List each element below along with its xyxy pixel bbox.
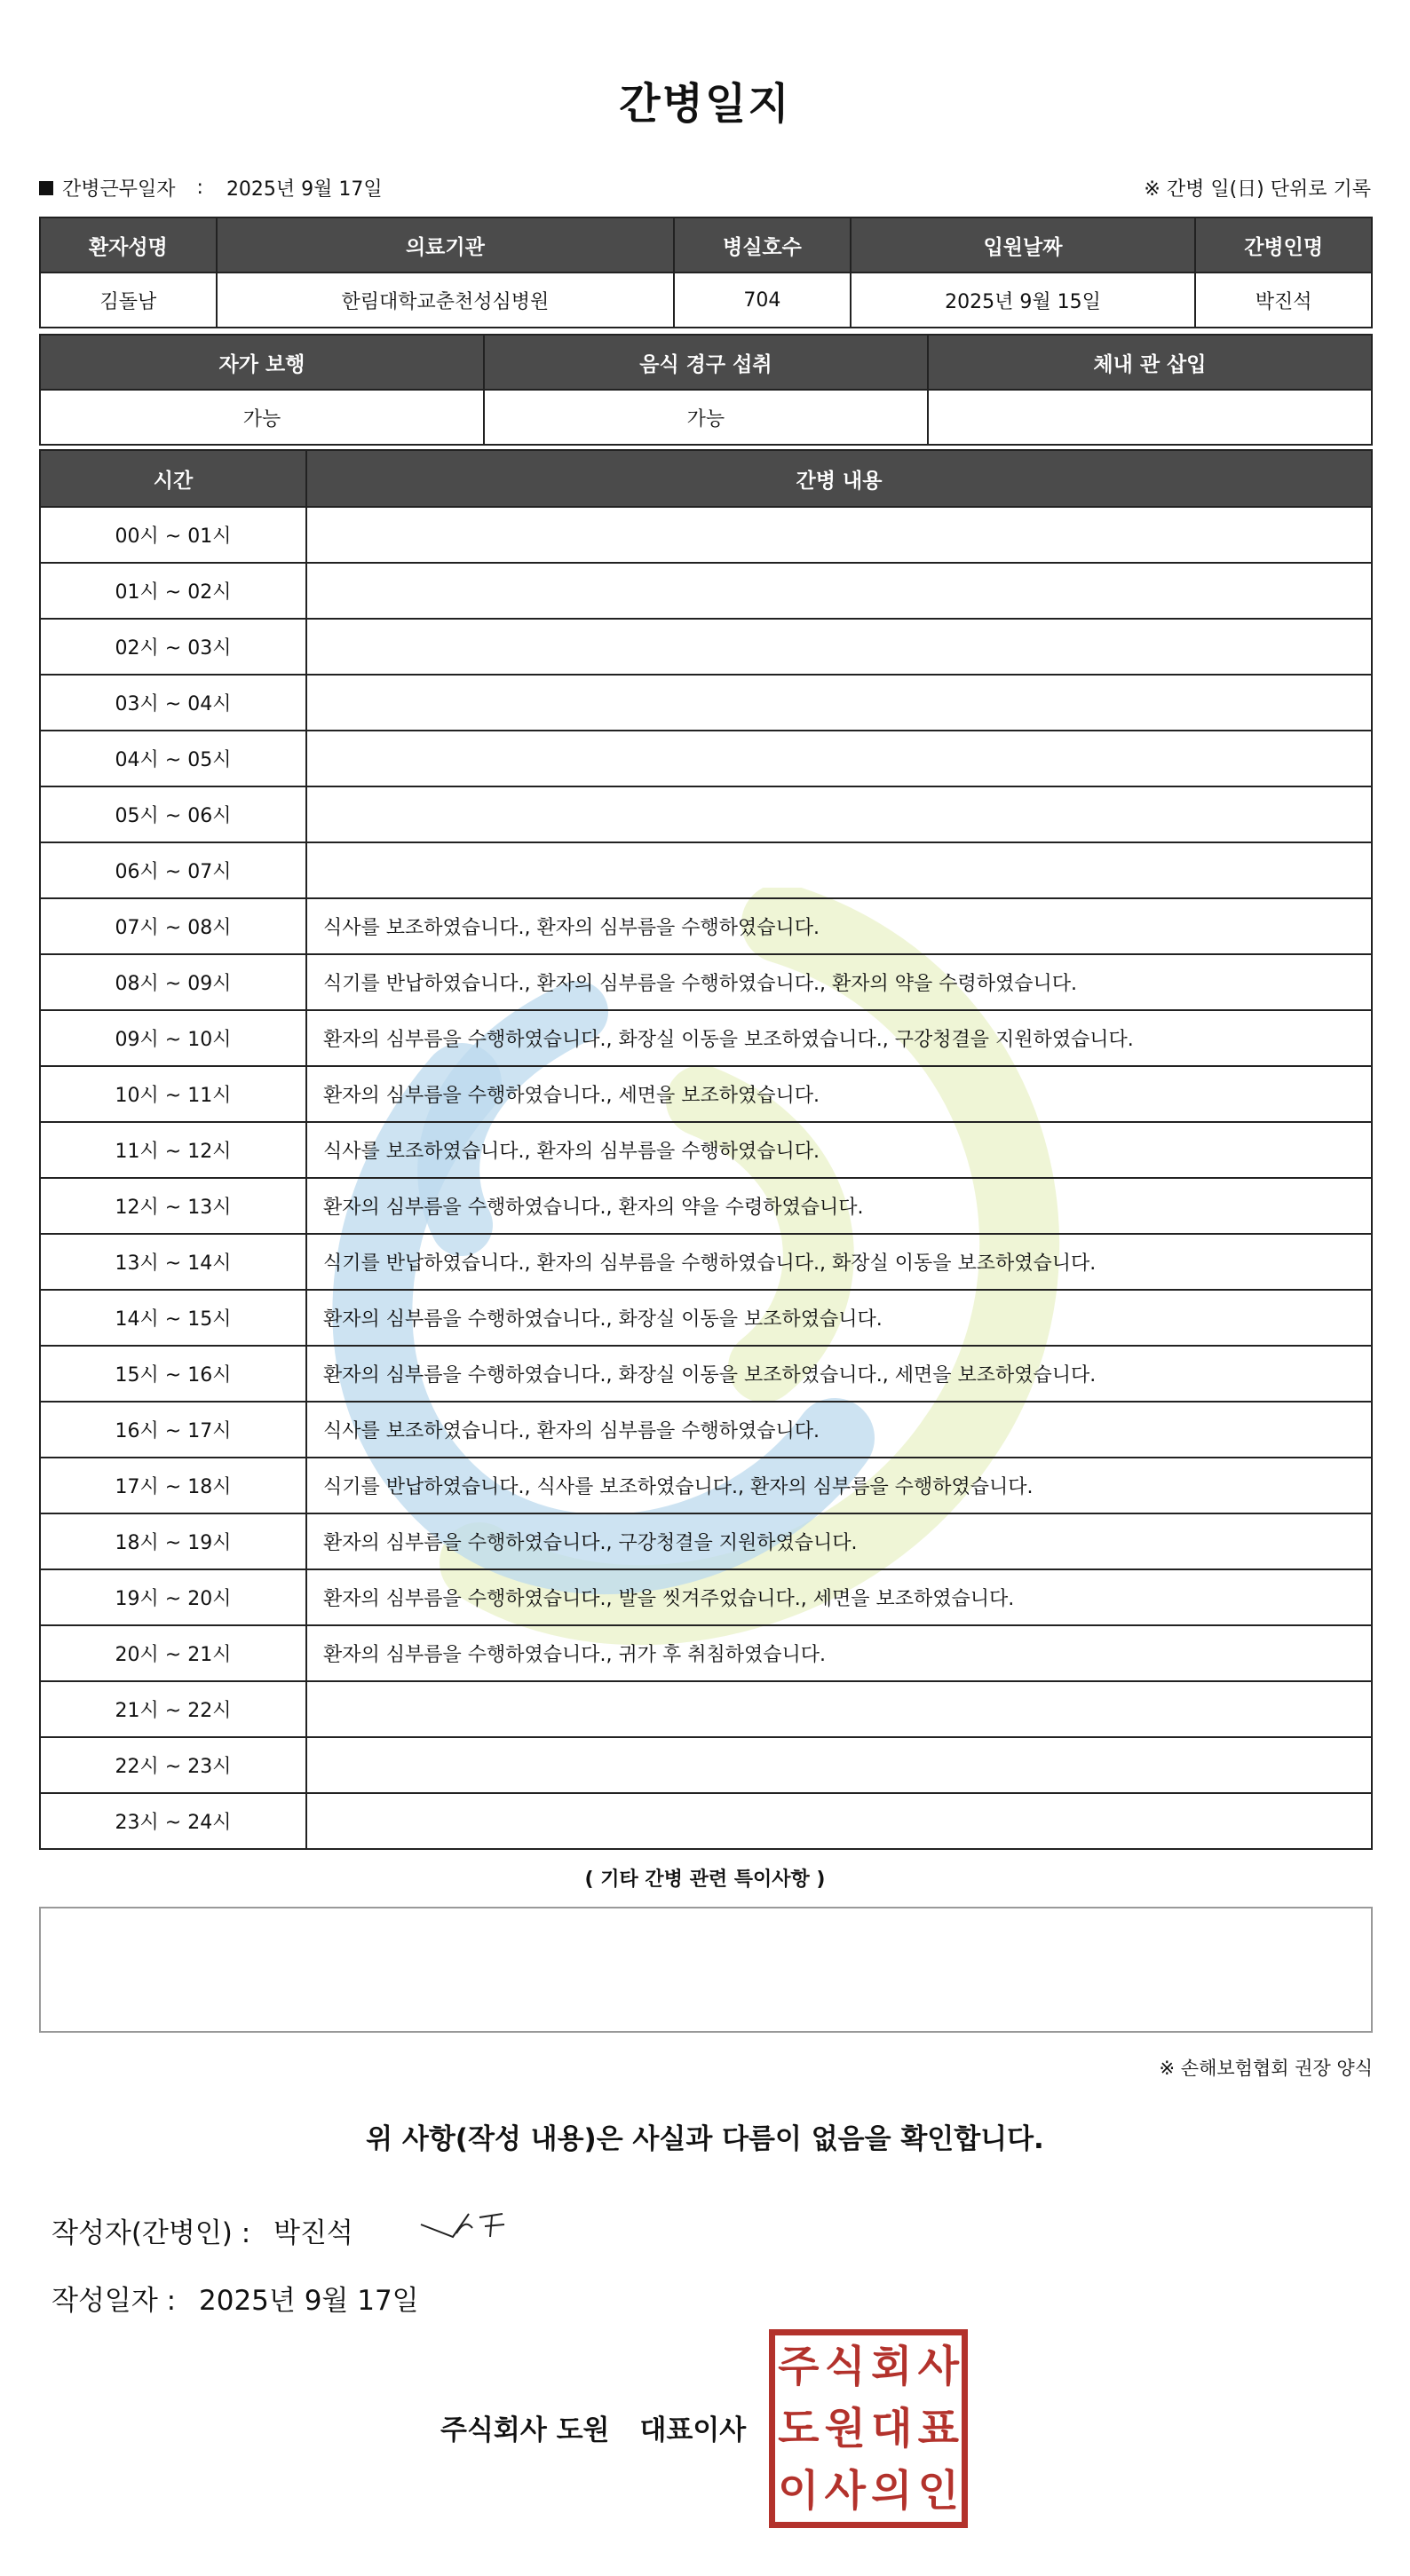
table-row: [40, 1625, 1372, 1681]
care-content-cell: [306, 1737, 1372, 1793]
hospital-cell: 한림대학교춘천성심병원: [217, 273, 674, 328]
table-header: 간병인명: [1195, 217, 1372, 273]
time-cell: 04시 ~ 05시: [40, 731, 306, 786]
care-log-body: [40, 507, 1372, 1849]
table-row: [40, 1010, 1372, 1066]
company-signoff: [440, 2407, 746, 2447]
writer-row: [51, 2210, 353, 2250]
time-cell: 16시 ~ 17시: [40, 1402, 306, 1458]
table-row: [40, 1066, 1372, 1122]
square-bullet-icon: [39, 181, 53, 195]
confirmation-statement: 위 사항(작성 내용)은 사실과 다름이 없음을 확인합니다.: [366, 2123, 1044, 2155]
table-row: [40, 675, 1372, 731]
table-row: [40, 1458, 1372, 1513]
patient-info-table: [39, 217, 1373, 328]
seal-character: 도: [778, 2404, 820, 2454]
self-walking-cell: 가능: [40, 390, 484, 445]
company-title: 대표이사: [639, 2414, 747, 2446]
seal-character: 의: [871, 2466, 913, 2516]
table-header: 병실호수: [674, 217, 851, 273]
care-content-cell: 환자의 심부름을 수행하였습니다., 발을 씻겨주었습니다., 세면을 보조하였습니다.: [306, 1569, 1372, 1625]
table-header: 간병 내용: [306, 450, 1372, 507]
time-cell: 20시 ~ 21시: [40, 1625, 306, 1681]
room-number-cell: 704: [674, 273, 851, 328]
table-row: [40, 619, 1372, 675]
work-date-value: 2025년 9월 17일: [226, 178, 383, 201]
notes-title: ( 기타 간병 관련 특이사항 ): [584, 1869, 826, 1891]
care-log-table: [39, 449, 1373, 1850]
care-content-cell: [306, 1681, 1372, 1737]
care-content-cell: 환자의 심부름을 수행하였습니다., 화장실 이동을 보조하였습니다.: [306, 1290, 1372, 1346]
written-date-label: 작성일자 :: [51, 2285, 177, 2317]
notes-box: [39, 1907, 1373, 2033]
care-content-cell: [306, 786, 1372, 842]
writer-name: 박진석: [273, 2217, 353, 2249]
seal-character: 사: [917, 2342, 959, 2391]
table-row: [40, 273, 1372, 328]
tube-insertion-cell: [928, 390, 1372, 445]
table-row: [40, 1569, 1372, 1625]
table-header: 체내 관 삽입: [928, 335, 1372, 390]
time-cell: 12시 ~ 13시: [40, 1178, 306, 1234]
table-row: [40, 842, 1372, 898]
time-cell: 07시 ~ 08시: [40, 898, 306, 954]
work-date-colon: :: [196, 177, 203, 199]
daily-record-note: ※ 간병 일(日) 단위로 기록: [1144, 178, 1371, 201]
care-content-cell: [306, 563, 1372, 619]
meta-row: [39, 174, 1371, 204]
seal-character: 회: [871, 2342, 913, 2391]
caregiver-name-cell: 박진석: [1195, 273, 1372, 328]
table-row: [40, 786, 1372, 842]
form-source-note: ※ 손해보험협회 권장 양식: [1159, 2058, 1373, 2079]
care-content-cell: 환자의 심부름을 수행하였습니다., 구강청결을 지원하였습니다.: [306, 1513, 1372, 1569]
seal-character: 이: [778, 2466, 820, 2516]
time-cell: 08시 ~ 09시: [40, 954, 306, 1010]
written-date-row: [51, 2278, 419, 2318]
time-cell: 11시 ~ 12시: [40, 1122, 306, 1178]
table-row: [40, 1737, 1372, 1793]
time-cell: 06시 ~ 07시: [40, 842, 306, 898]
time-cell: 14시 ~ 15시: [40, 1290, 306, 1346]
table-header: 음식 경구 섭취: [484, 335, 928, 390]
time-cell: 00시 ~ 01시: [40, 507, 306, 563]
seal-lettering: [775, 2335, 962, 2522]
table-header-row: [40, 217, 1372, 273]
table-header: 자가 보행: [40, 335, 484, 390]
table-row: [40, 1513, 1372, 1569]
care-content-cell: [306, 675, 1372, 731]
time-cell: 19시 ~ 20시: [40, 1569, 306, 1625]
care-content-cell: 식사를 보조하였습니다., 환자의 심부름을 수행하였습니다.: [306, 898, 1372, 954]
time-cell: 18시 ~ 19시: [40, 1513, 306, 1569]
time-cell: 13시 ~ 14시: [40, 1234, 306, 1290]
care-content-cell: 식사를 보조하였습니다., 환자의 심부름을 수행하였습니다.: [306, 1402, 1372, 1458]
table-header: 의료기관: [217, 217, 674, 273]
time-cell: 09시 ~ 10시: [40, 1010, 306, 1066]
time-cell: 21시 ~ 22시: [40, 1681, 306, 1737]
table-header-row: [40, 335, 1372, 390]
time-cell: 23시 ~ 24시: [40, 1793, 306, 1849]
admission-date-cell: 2025년 9월 15일: [851, 273, 1196, 328]
care-content-cell: 식기를 반납하였습니다., 환자의 심부름을 수행하였습니다., 환자의 약을 수령하였습니다.: [306, 954, 1372, 1010]
table-row: [40, 1681, 1372, 1737]
care-content-cell: 식사를 보조하였습니다., 환자의 심부름을 수행하였습니다.: [306, 1122, 1372, 1178]
seal-character: 원: [824, 2404, 866, 2454]
time-cell: 17시 ~ 18시: [40, 1458, 306, 1513]
table-row: [40, 1178, 1372, 1234]
company-seal-stamp: [769, 2329, 968, 2528]
company-name: 주식회사 도원: [440, 2414, 610, 2446]
seal-character: 대: [871, 2404, 913, 2454]
seal-character: 식: [824, 2342, 866, 2391]
time-cell: 15시 ~ 16시: [40, 1346, 306, 1402]
seal-character: 인: [917, 2466, 959, 2516]
time-cell: 03시 ~ 04시: [40, 675, 306, 731]
care-content-cell: [306, 619, 1372, 675]
table-row: [40, 954, 1372, 1010]
seal-character: 주: [778, 2342, 820, 2391]
table-header: 입원날짜: [851, 217, 1196, 273]
care-content-cell: [306, 842, 1372, 898]
table-row: [40, 1234, 1372, 1290]
time-cell: 01시 ~ 02시: [40, 563, 306, 619]
seal-character: 사: [824, 2466, 866, 2516]
care-content-cell: 환자의 심부름을 수행하였습니다., 세면을 보조하였습니다.: [306, 1066, 1372, 1122]
seal-character: 표: [917, 2404, 959, 2454]
table-header: 환자성명: [40, 217, 217, 273]
care-content-cell: [306, 507, 1372, 563]
table-row: [40, 507, 1372, 563]
time-cell: 05시 ~ 06시: [40, 786, 306, 842]
table-row: [40, 898, 1372, 954]
table-row: [40, 563, 1372, 619]
table-header: 시간: [40, 450, 306, 507]
care-status-table: [39, 334, 1373, 446]
table-row: [40, 1402, 1372, 1458]
care-content-cell: 식기를 반납하였습니다., 식사를 보조하였습니다., 환자의 심부름을 수행하였습니다.: [306, 1458, 1372, 1513]
written-date-value: 2025년 9월 17일: [199, 2285, 419, 2317]
care-content-cell: 식기를 반납하였습니다., 환자의 심부름을 수행하였습니다., 화장실 이동을 보조하였습니다.: [306, 1234, 1372, 1290]
table-row: [40, 390, 1372, 445]
table-row: [40, 731, 1372, 786]
care-content-cell: 환자의 심부름을 수행하였습니다., 화장실 이동을 보조하였습니다., 구강청결을 지원하였습니다.: [306, 1010, 1372, 1066]
time-cell: 22시 ~ 23시: [40, 1737, 306, 1793]
oral-intake-cell: 가능: [484, 390, 928, 445]
patient-name-cell: 김돌남: [40, 273, 217, 328]
table-row: [40, 1290, 1372, 1346]
work-date: [39, 174, 383, 201]
time-cell: 10시 ~ 11시: [40, 1066, 306, 1122]
work-date-label: 간병근무일자: [62, 178, 176, 201]
signature-image: [417, 2198, 533, 2260]
writer-label: 작성자(간병인) :: [51, 2217, 251, 2249]
care-content-cell: 환자의 심부름을 수행하였습니다., 환자의 약을 수령하였습니다.: [306, 1178, 1372, 1234]
table-header-row: [40, 450, 1372, 507]
page-title: 간병일지: [619, 79, 791, 129]
care-content-cell: [306, 731, 1372, 786]
care-content-cell: 환자의 심부름을 수행하였습니다., 귀가 후 취침하였습니다.: [306, 1625, 1372, 1681]
care-content-cell: 환자의 심부름을 수행하였습니다., 화장실 이동을 보조하였습니다., 세면을 보조하였습니다.: [306, 1346, 1372, 1402]
table-row: [40, 1346, 1372, 1402]
time-cell: 02시 ~ 03시: [40, 619, 306, 675]
table-row: [40, 1122, 1372, 1178]
table-row: [40, 1793, 1372, 1849]
care-content-cell: [306, 1793, 1372, 1849]
